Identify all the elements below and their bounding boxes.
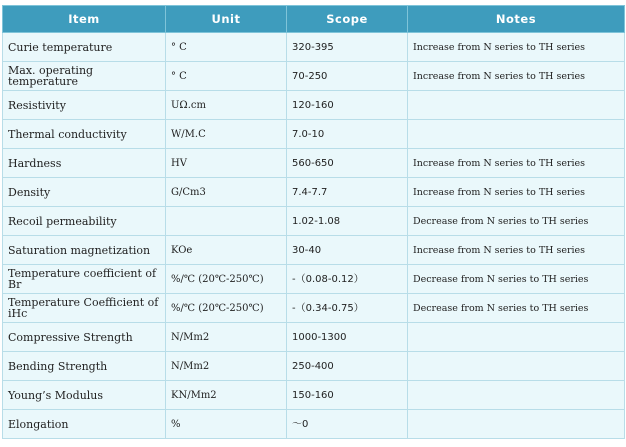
cell-notes: Increase from N series to TH series <box>408 178 625 207</box>
cell-notes: Increase from N series to TH series <box>408 62 625 91</box>
cell-item: Thermal conductivity <box>3 120 166 149</box>
cell-notes: Increase from N series to TH series <box>408 33 625 62</box>
cell-notes <box>408 410 625 439</box>
cell-scope: 7.4-7.7 <box>287 178 408 207</box>
header-unit: Unit <box>166 6 287 33</box>
cell-unit: HV <box>166 149 287 178</box>
table-row <box>3 410 625 439</box>
cell-unit: % <box>166 410 287 439</box>
table-row <box>3 265 625 294</box>
cell-item: Compressive Strength <box>3 323 166 352</box>
cell-scope: 1.02-1.08 <box>287 207 408 236</box>
cell-notes <box>408 323 625 352</box>
table-header-row <box>3 6 625 33</box>
cell-scope: 320-395 <box>287 33 408 62</box>
cell-notes: Decrease from N series to TH series <box>408 265 625 294</box>
cell-unit: W/M.C <box>166 120 287 149</box>
cell-scope: 30-40 <box>287 236 408 265</box>
cell-item: Recoil permeability <box>3 207 166 236</box>
cell-scope: 7.0-10 <box>287 120 408 149</box>
table-row <box>3 236 625 265</box>
cell-item: Temperature Coefficient of iHc <box>3 294 166 323</box>
table-row <box>3 352 625 381</box>
cell-item: Bending Strength <box>3 352 166 381</box>
cell-unit: G/Cm3 <box>166 178 287 207</box>
cell-notes: Increase from N series to TH series <box>408 149 625 178</box>
cell-unit: N/Mm2 <box>166 323 287 352</box>
cell-unit: ° C <box>166 33 287 62</box>
cell-item: Saturation magnetization <box>3 236 166 265</box>
table-row <box>3 294 625 323</box>
table-row <box>3 120 625 149</box>
cell-notes: Increase from N series to TH series <box>408 236 625 265</box>
table-row <box>3 91 625 120</box>
cell-notes <box>408 381 625 410</box>
table-row <box>3 62 625 91</box>
cell-scope: 120-160 <box>287 91 408 120</box>
table-row <box>3 178 625 207</box>
cell-scope: ～0 <box>287 410 408 439</box>
cell-notes <box>408 91 625 120</box>
table-row <box>3 33 625 62</box>
cell-notes <box>408 352 625 381</box>
cell-scope: 560-650 <box>287 149 408 178</box>
cell-unit: %/℃ (20℃-250℃) <box>166 265 287 294</box>
cell-scope: -（0.34-0.75） <box>287 294 408 323</box>
cell-scope: 250-400 <box>287 352 408 381</box>
properties-table <box>2 5 625 439</box>
cell-unit: KOe <box>166 236 287 265</box>
cell-unit: UΩ.cm <box>166 91 287 120</box>
table-body <box>3 33 625 439</box>
properties-table-container <box>2 5 624 439</box>
cell-item: Max. operating temperature <box>3 62 166 91</box>
header-scope: Scope <box>287 6 408 33</box>
cell-item: Hardness <box>3 149 166 178</box>
header-item: Item <box>3 6 166 33</box>
cell-unit: N/Mm2 <box>166 352 287 381</box>
cell-item: Resistivity <box>3 91 166 120</box>
table-row <box>3 381 625 410</box>
cell-item: Density <box>3 178 166 207</box>
cell-item: Elongation <box>3 410 166 439</box>
cell-unit: %/℃ (20℃-250℃) <box>166 294 287 323</box>
cell-unit: ° C <box>166 62 287 91</box>
cell-notes: Decrease from N series to TH series <box>408 207 625 236</box>
cell-notes: Decrease from N series to TH series <box>408 294 625 323</box>
cell-item: Curie temperature <box>3 33 166 62</box>
cell-notes <box>408 120 625 149</box>
cell-scope: 1000-1300 <box>287 323 408 352</box>
table-row <box>3 207 625 236</box>
cell-unit: KN/Mm2 <box>166 381 287 410</box>
cell-scope: -（0.08-0.12） <box>287 265 408 294</box>
cell-scope: 150-160 <box>287 381 408 410</box>
header-notes: Notes <box>408 6 625 33</box>
cell-unit <box>166 207 287 236</box>
cell-item: Young’s Modulus <box>3 381 166 410</box>
table-row <box>3 323 625 352</box>
table-row <box>3 149 625 178</box>
cell-item: Temperature coefficient of Br <box>3 265 166 294</box>
cell-scope: 70-250 <box>287 62 408 91</box>
